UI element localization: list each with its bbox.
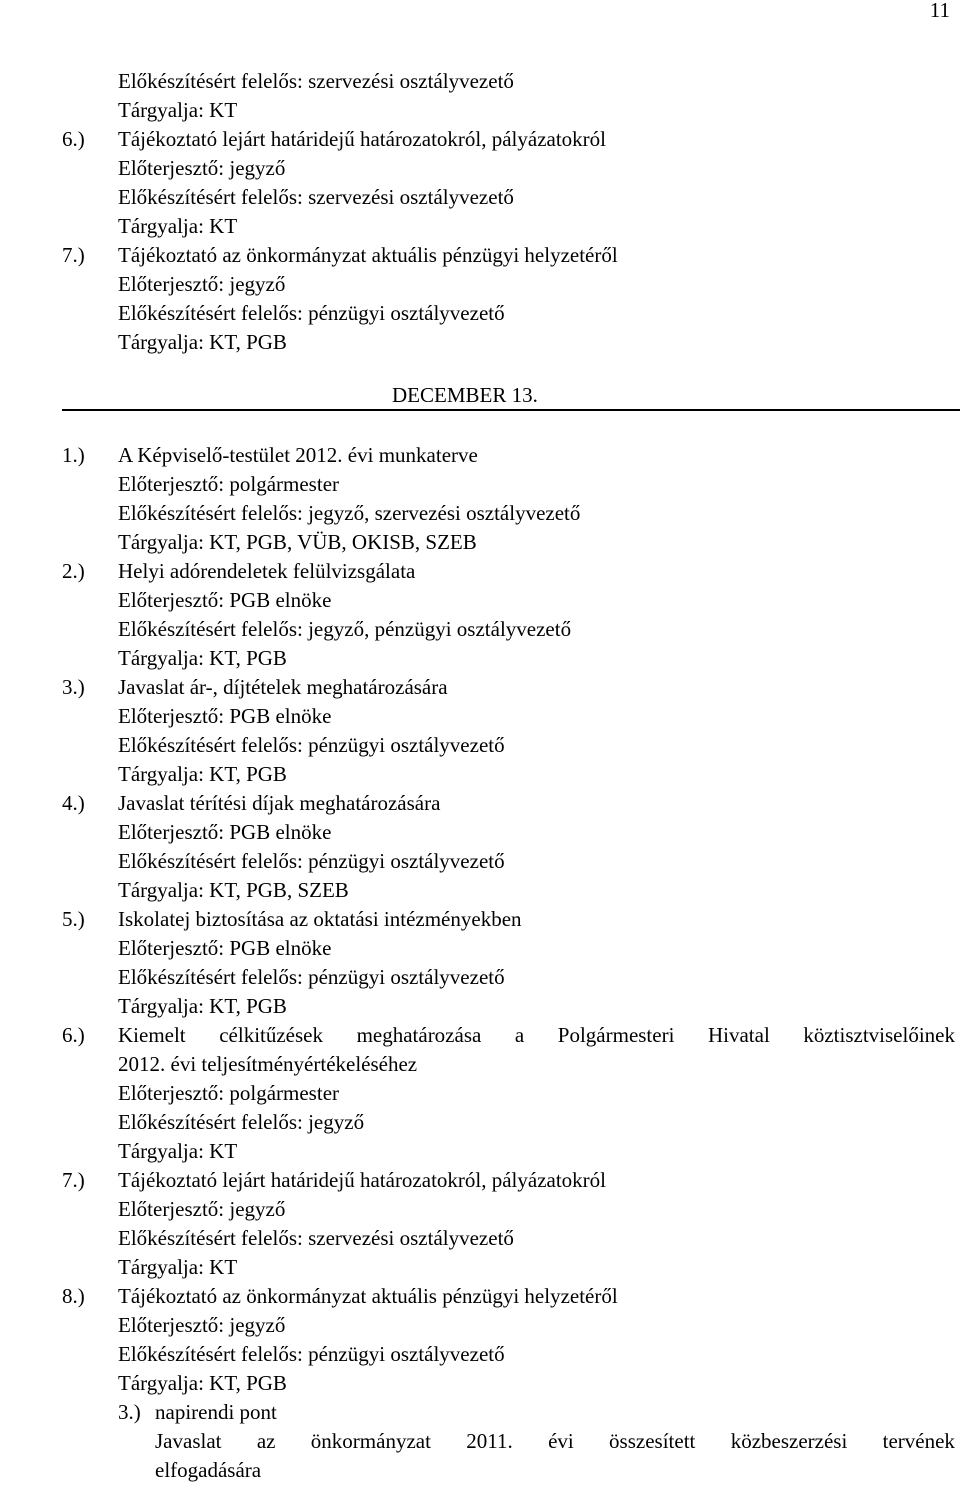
item-number: 6.) — [62, 1023, 85, 1047]
agenda-detail-line — [0, 934, 960, 963]
section-title: DECEMBER 13. — [392, 383, 538, 407]
detail-text: Tárgyalja: KT — [118, 98, 238, 122]
detail-text: Tárgyalja: KT, PGB — [118, 994, 287, 1018]
agenda-list-december — [0, 441, 960, 1485]
item-number: 4.) — [62, 791, 85, 815]
agenda-detail-line — [0, 270, 960, 299]
agenda-detail-line — [0, 1456, 960, 1485]
agenda-detail-line — [0, 499, 960, 528]
detail-text: Előkészítésért felelős: jegyző, pénzügyi osztályvezető — [118, 617, 572, 641]
detail-text: Előterjesztő: PGB elnöke — [118, 820, 332, 844]
item-number: 1.) — [62, 443, 85, 467]
agenda-detail-line — [0, 644, 960, 673]
detail-text: Tárgyalja: KT — [118, 1255, 238, 1279]
item-number: 7.) — [62, 243, 85, 267]
agenda-item — [0, 125, 960, 154]
detail-text: Előterjesztő: jegyző — [118, 272, 286, 296]
agenda-detail-line — [0, 876, 960, 905]
item-title: Kiemelt célkitűzések meghatározása a Polgármesteri Hivatal köztisztviselőinek — [118, 1023, 955, 1047]
item-title: Tájékoztató lejárt határidejű határozatokról, pályázatokról — [118, 127, 607, 151]
agenda-detail-line — [0, 528, 960, 557]
sub-item-text: Javaslat az önkormányzat 2011. évi összesített közbeszerzési tervének — [155, 1429, 955, 1453]
item-number: 5.) — [62, 907, 85, 931]
detail-text: Előkészítésért felelős: pénzügyi osztályvezető — [118, 733, 505, 757]
detail-text: Előkészítésért felelős: pénzügyi osztályvezető — [118, 1342, 505, 1366]
detail-text: Előterjesztő: PGB elnöke — [118, 936, 332, 960]
detail-text: Előkészítésért felelős: pénzügyi osztályvezető — [118, 301, 505, 325]
agenda-detail-line — [0, 1050, 960, 1079]
detail-text: Előterjesztő: jegyző — [118, 1313, 286, 1337]
detail-text: Előkészítésért felelős: pénzügyi osztályvezető — [118, 965, 505, 989]
detail-text: Előkészítésért felelős: pénzügyi osztályvezető — [118, 849, 505, 873]
agenda-detail-line — [0, 299, 960, 328]
agenda-detail-line — [0, 1369, 960, 1398]
detail-text: Előterjesztő: jegyző — [118, 156, 286, 180]
agenda-detail-line — [0, 615, 960, 644]
agenda-item — [0, 1398, 960, 1427]
item-title: Tájékoztató az önkormányzat aktuális pénzügyi helyzetéről — [118, 243, 618, 267]
agenda-detail-line — [0, 1340, 960, 1369]
agenda-list-continued — [0, 67, 960, 357]
sub-item-number: 3.) — [118, 1400, 141, 1424]
agenda-detail-line — [0, 1079, 960, 1108]
agenda-detail-line — [0, 1195, 960, 1224]
agenda-detail-line — [0, 847, 960, 876]
agenda-detail-line — [0, 1253, 960, 1282]
detail-text: Tárgyalja: KT, PGB, SZEB — [118, 878, 349, 902]
detail-text: Előterjesztő: polgármester — [118, 1081, 340, 1105]
agenda-detail-line — [0, 760, 960, 789]
detail-text: Tárgyalja: KT, PGB — [118, 646, 287, 670]
agenda-item — [0, 1021, 960, 1050]
agenda-detail-line — [0, 1108, 960, 1137]
agenda-item — [0, 789, 960, 818]
agenda-detail-line — [0, 328, 960, 357]
section-divider — [62, 409, 960, 411]
item-number: 2.) — [62, 559, 85, 583]
agenda-detail-line — [0, 586, 960, 615]
detail-text: Tárgyalja: KT, PGB — [118, 330, 287, 354]
detail-text: Tárgyalja: KT, PGB — [118, 1371, 287, 1395]
item-number: 8.) — [62, 1284, 85, 1308]
section-header — [0, 357, 960, 441]
item-title: Iskolatej biztosítása az oktatási intézményekben — [118, 907, 522, 931]
agenda-detail-line — [0, 96, 960, 125]
item-number: 7.) — [62, 1168, 85, 1192]
detail-text: Előkészítésért felelős: szervezési osztályvezető — [118, 1226, 514, 1250]
agenda-detail-line — [0, 702, 960, 731]
detail-text: Előterjesztő: PGB elnöke — [118, 704, 332, 728]
detail-text: Előterjesztő: PGB elnöke — [118, 588, 332, 612]
agenda-item — [0, 1282, 960, 1311]
agenda-detail-line — [0, 470, 960, 499]
item-title: Javaslat ár-, díjtételek meghatározására — [118, 675, 448, 699]
agenda-detail-line — [0, 992, 960, 1021]
page-number: 11 — [929, 0, 950, 22]
detail-text: Tárgyalja: KT, PGB, VÜB, OKISB, SZEB — [118, 530, 477, 554]
agenda-item — [0, 1166, 960, 1195]
agenda-item — [0, 441, 960, 470]
item-title: Helyi adórendeletek felülvizsgálata — [118, 559, 416, 583]
item-title: Tájékoztató az önkormányzat aktuális pénzügyi helyzetéről — [118, 1284, 618, 1308]
detail-text: 2012. évi teljesítményértékeléséhez — [118, 1052, 418, 1076]
item-number: 6.) — [62, 127, 85, 151]
agenda-detail-line — [0, 1224, 960, 1253]
detail-text: Előkészítésért felelős: jegyző — [118, 1110, 365, 1134]
detail-text: Tárgyalja: KT — [118, 214, 238, 238]
agenda-detail-line — [0, 731, 960, 760]
document-body — [0, 67, 960, 1485]
agenda-detail-line — [0, 1427, 960, 1456]
agenda-detail-line — [0, 963, 960, 992]
detail-text: Előterjesztő: polgármester — [118, 472, 340, 496]
detail-text: Előkészítésért felelős: jegyző, szervezési osztályvezető — [118, 501, 581, 525]
agenda-item — [0, 673, 960, 702]
detail-text: Tárgyalja: KT — [118, 1139, 238, 1163]
agenda-item — [0, 905, 960, 934]
agenda-detail-line — [0, 818, 960, 847]
item-title: Javaslat térítési díjak meghatározására — [118, 791, 441, 815]
item-title: A Képviselő-testület 2012. évi munkaterve — [118, 443, 478, 467]
sub-item-title: napirendi pont — [155, 1400, 277, 1424]
agenda-detail-line — [0, 154, 960, 183]
agenda-detail-line — [0, 212, 960, 241]
detail-text: Előkészítésért felelős: szervezési osztályvezető — [118, 185, 514, 209]
detail-text: Előkészítésért felelős: szervezési osztályvezető — [118, 69, 514, 93]
detail-text: Előterjesztő: jegyző — [118, 1197, 286, 1221]
agenda-detail-line — [0, 1137, 960, 1166]
item-title: Tájékoztató lejárt határidejű határozatokról, pályázatokról — [118, 1168, 607, 1192]
agenda-detail-line — [0, 183, 960, 212]
sub-item-text: elfogadására — [155, 1458, 262, 1482]
item-number: 3.) — [62, 675, 85, 699]
agenda-item — [0, 241, 960, 270]
agenda-detail-line — [0, 1311, 960, 1340]
detail-text: Tárgyalja: KT, PGB — [118, 762, 287, 786]
agenda-detail-line — [0, 67, 960, 96]
agenda-item — [0, 557, 960, 586]
